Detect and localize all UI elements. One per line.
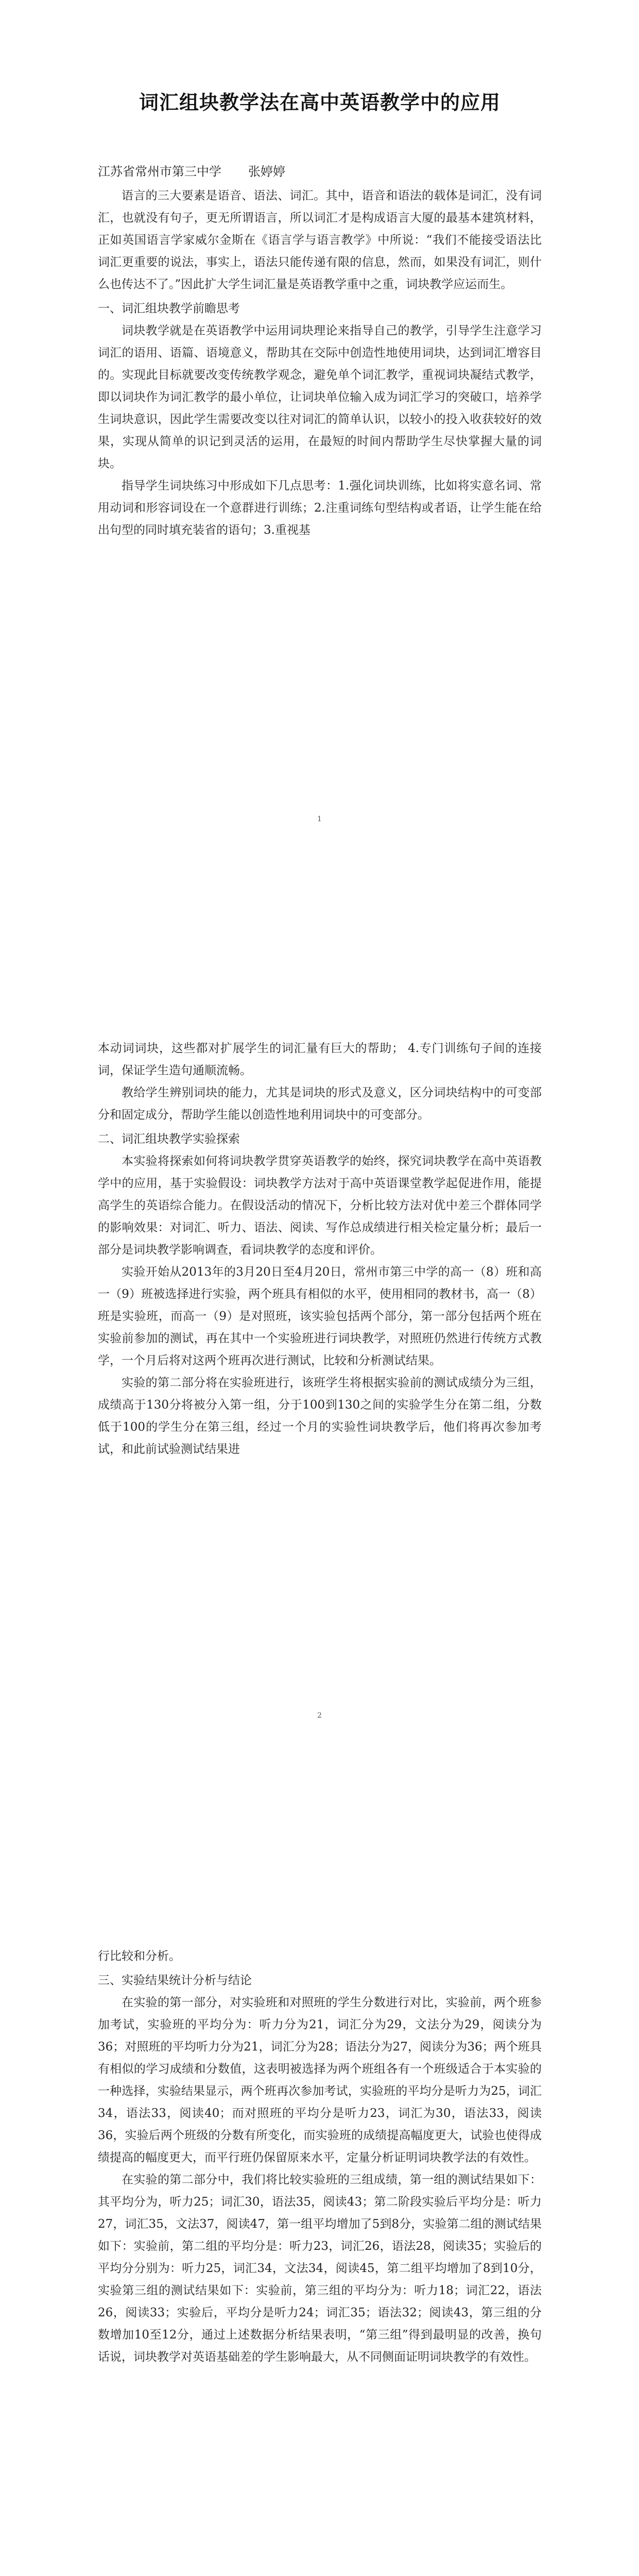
section-heading-3: 三、实验结果统计分析与结论 (98, 1974, 252, 1987)
page-number: 1 (317, 815, 322, 823)
school-name: 江苏省常州市第三中学 (98, 164, 221, 179)
section-heading-1: 一、词汇组块教学前瞻思考 (98, 302, 240, 315)
paper-title: 词汇组块教学法在高中英语教学中的应用 (139, 91, 500, 114)
paragraph: 教给学生辨别词块的能力，尤其是词块的形式及意义，区分词块结构中的可变部分和固定成分，帮助学生能以创造性地利用词块中的可变部分。 (98, 1086, 542, 1122)
page-3-content (98, 1945, 542, 2368)
page-3 (0, 1807, 639, 2576)
paragraph: 在实验的第二部分中，我们将比较实验班的三组成绩，第一组的测试结果如下：其平均分为，听力25；词汇30，语法35，阅读43；第二阶段实验后平均分是：听力27，词汇35，文法37，阅读47，第一组平均增加了5到8分，实验第二组的测试结果如下：实验前，第二组的平均分是：听力23，词汇26，语法28，阅读35；实验后的平均分分别为：听力25，词汇34，文法34，阅读45，第二组平均增加了8到10分，实验第三组的测试结果如下：实验前，第三组的平均分为：听力18；词汇22，语法26，阅读33；实验后，平均分是听力24；词汇35；语法32；阅读43，第三组的分数增加10至12分，通过上述数据分析结果表明，“第三组”得到最明显的改善，换句话说，词块教学对英语基础差的学生影响最大，从不同侧面证明词块教学的有效性。 (98, 2173, 542, 2364)
page-1-content (98, 87, 542, 541)
paragraph: 指导学生词块练习中形成如下几点思考：1.强化词块训练，比如将实意名词、常用动词和形容词设在一个意群进行训练；2.注重词练句型结构或者语，让学生能在给出句型的同时填充装省的语句；3.重视基 (98, 479, 542, 537)
paragraph: 本动词词块，这些都对扩展学生的词汇量有巨大的帮助； 4.专门训练句子间的连接词，保证学生造句通顺流畅。 (98, 1042, 542, 1077)
intro-paragraph: 语言的三大要素是语音、语法、词汇。其中，语音和语法的载体是词汇，没有词汇，也就没有句子，更无所谓语言，所以词汇才是构成语言大厦的最基本建筑材料，正如英国语言学家威尔金斯在《语言学与语言教学》中所说：“我们不能接受语法比词汇更重要的说法，事实上，语法只能传递有限的信息，然而，如果没有词汇，则什么也传达不了。”因此扩大学生词汇量是英语教学重中之重，词块教学应运而生。 (98, 189, 542, 291)
author-name: 张婷婷 (248, 164, 285, 179)
page-2-content (98, 1038, 542, 1461)
paragraph: 在实验的第一部分，对实验班和对照班的学生分数进行对比，实验前，两个班参加考试，实验班的平均分为：听力分为21，词汇分为29，文法分为29，阅读分为36；对照班的平均听力分为21，词汇分为28；语法分为27，阅读分为36；两个班具有相似的学习成绩和分数值，这表明被选择为两个班组各有一个班级适合于本实验的一种选择，实验结果显示，两个班再次参加考试，实验班的平均分是听力为25，词汇34，语法33，阅读40；而对照班的平均分是听力23，词汇为30，语法33，阅读36，实验后两个班级的分数有所变化，而实验班的成绩提高幅度更大，试验也使得成绩提高的幅度更大，而平行班仍保留原来水平，定量分析证明词块教学法的有效性。 (98, 1996, 542, 2164)
paragraph: 词块教学就是在英语教学中运用词块理论来指导自己的教学，引导学生注意学习词汇的语用、语篇、语境意义，帮助其在交际中创造性地使用词块，达到词汇增容目的。实现此目标就要改变传统教学观念，避免单个词汇教学，重视词块凝结式教学，即以词块作为词汇教学的最小单位，让词块单位输入成为词汇学习的突破口，培养学生词块意识，因此学生需要改变以往对词汇的简单认识，以较小的投入收获较好的效果，实现从简单的识记到灵活的运用，在最短的时间内帮助学生尽快掌握大量的词块。 (98, 324, 542, 470)
paragraph: 本实验将探索如何将词块教学贯穿英语教学的始终，探究词块教学在高中英语教学中的应用，基于实验假设：词块教学方法对于高中英语课堂教学起促进作用，能提高学生的英语综合能力。在假设活动的情况下，分析比较方法对优中差三个群体同学的影响效果：对词汇、听力、语法、阅读、写作总成绩进行相关检定量分析；最后一部分是词块教学影响调查，看词块教学的态度和评价。 (98, 1155, 542, 1257)
page-1 (0, 0, 639, 904)
page-number: 2 (317, 1711, 322, 1720)
page-2 (0, 904, 639, 1807)
paragraph: 实验的第二部分将在实验班进行，该班学生将根据实验前的测试成绩分为三组，成绩高于130分将被分入第一组，分于100到130之间的实验学生分在第二组，分数低于100的学生分在第三组，经过一个月的实验性词块教学后，他们将再次参加考试，和此前试验测试结果进 (98, 1376, 542, 1456)
paragraph: 行比较和分析。 (98, 1950, 181, 1963)
section-heading-2: 二、词汇组块教学实验探索 (98, 1132, 240, 1146)
author-line (98, 161, 542, 182)
paragraph: 实验开始从2013年的3月20日至4月20日，常州市第三中学的高一（8）班和高一（9）班被选择进行实验，两个班具有相似的水平，使用相同的教材书，高一（8）班是实验班，而高一（9）是对照班，该实验包括两个部分，第一部分包括两个班在实验前参加的测试，再在其中一个实验班进行词块教学，对照班仍然进行传统方式教学，一个月后将对这两个班再次进行测试，比较和分析测试结果。 (98, 1265, 542, 1367)
